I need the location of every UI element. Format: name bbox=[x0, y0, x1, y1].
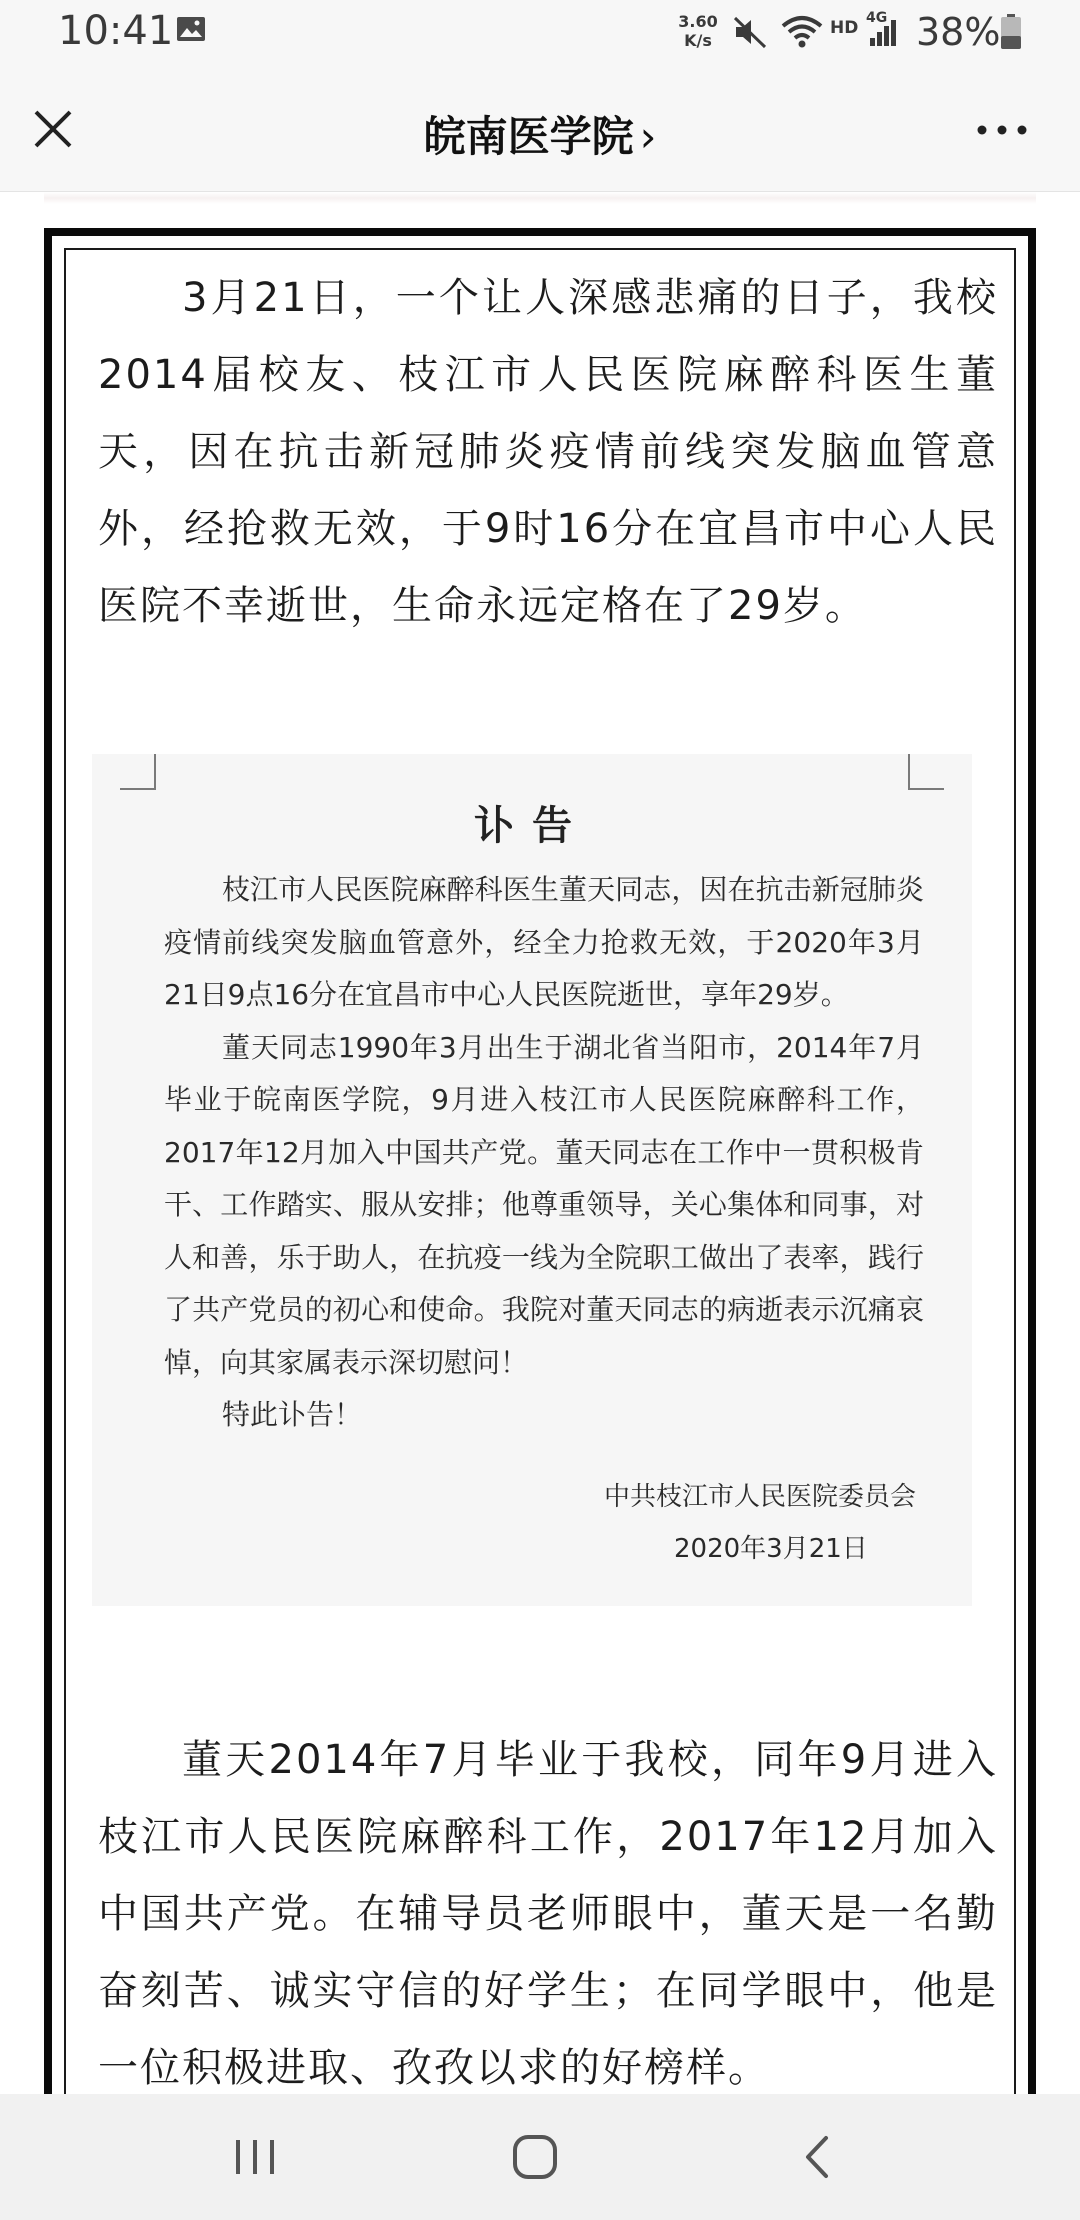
notice-body bbox=[164, 864, 924, 1442]
network-speed-value: 3.60 bbox=[678, 12, 718, 31]
crop-mark-top-left bbox=[120, 754, 156, 790]
notice-paragraph-2: 董天同志1990年3月出生于湖北省当阳市，2014年7月毕业于皖南医学院，9月进入枝江市人民医院麻醉科工作，2017年12月加入中国共产党。董天同志在工作中一贯积极肯干、工作踏实、服从安排；他尊重领导，关心集体和同事，对人和善，乐于助人，在抗疫一线为全院职工做出了表率，践行了共产党员的初心和使命。我院对董天同志的病逝表示沉痛哀悼，向其家属表示深切慰问！ bbox=[164, 1030, 924, 1379]
more-dots-icon[interactable] bbox=[976, 118, 1028, 142]
status-bar bbox=[0, 0, 1080, 66]
battery-percent: 38% bbox=[916, 10, 1001, 54]
status-time: 10:41 bbox=[58, 8, 174, 54]
signal-icon bbox=[866, 18, 900, 48]
back-icon[interactable] bbox=[800, 2132, 834, 2182]
notice-signature: 中共枝江市人民医院委员会 bbox=[604, 1482, 917, 1512]
network-type: 4G bbox=[866, 10, 888, 26]
chevron-right-icon: › bbox=[639, 112, 657, 161]
top-nav-bar bbox=[0, 66, 1080, 192]
notice-paragraph-1: 枝江市人民医院麻醉科医生董天同志，因在抗击新冠肺炎疫情前线突发脑血管意外，经全力抢救无效，于2020年3月21日9点16分在宜昌市中心人民医院逝世，享年29岁。 bbox=[164, 873, 924, 1011]
system-nav-bar bbox=[0, 2094, 1080, 2220]
image-top-edge bbox=[44, 192, 1036, 204]
recent-apps-icon[interactable] bbox=[230, 2134, 280, 2180]
notice-title: 讣告 bbox=[474, 803, 590, 849]
account-title-link[interactable] bbox=[0, 104, 1080, 164]
article-paragraph-2: 董天2014年7月毕业于我校，同年9月进入枝江市人民医院麻醉科工作，2017年12月加入中国共产党。在辅导员老师眼中，董天是一名勤奋刻苦、诚实守信的好学生；在同学眼中，他是一位积极进取、孜孜以求的好榜样。 bbox=[98, 1737, 998, 2091]
network-speed bbox=[676, 12, 720, 50]
home-icon[interactable] bbox=[510, 2132, 560, 2182]
hd-voice-badge: HD bbox=[830, 18, 859, 38]
wifi-icon bbox=[780, 14, 824, 50]
mute-icon bbox=[732, 14, 770, 50]
article-content[interactable] bbox=[0, 192, 1080, 2094]
notice-date: 2020年3月21日 bbox=[674, 1534, 868, 1564]
battery-icon bbox=[1000, 14, 1022, 50]
notice-paragraph-3: 特此讣告！ bbox=[222, 1398, 363, 1431]
account-title: 皖南医学院 bbox=[423, 112, 634, 161]
crop-mark-top-right bbox=[908, 754, 944, 790]
memorial-black-frame bbox=[44, 228, 1036, 2094]
network-speed-unit: K/s bbox=[684, 31, 712, 50]
obituary-notice-image[interactable] bbox=[92, 754, 972, 1606]
article-paragraph-1: 3月21日，一个让人深感悲痛的日子，我校2014届校友、枝江市人民医院麻醉科医生董天，因在抗击新冠肺炎疫情前线突发脑血管意外，经抢救无效，于9时16分在宜昌市中心人民医院不幸逝世，生命永远定格在了29岁。 bbox=[98, 275, 998, 629]
gallery-notification-icon bbox=[176, 16, 206, 42]
